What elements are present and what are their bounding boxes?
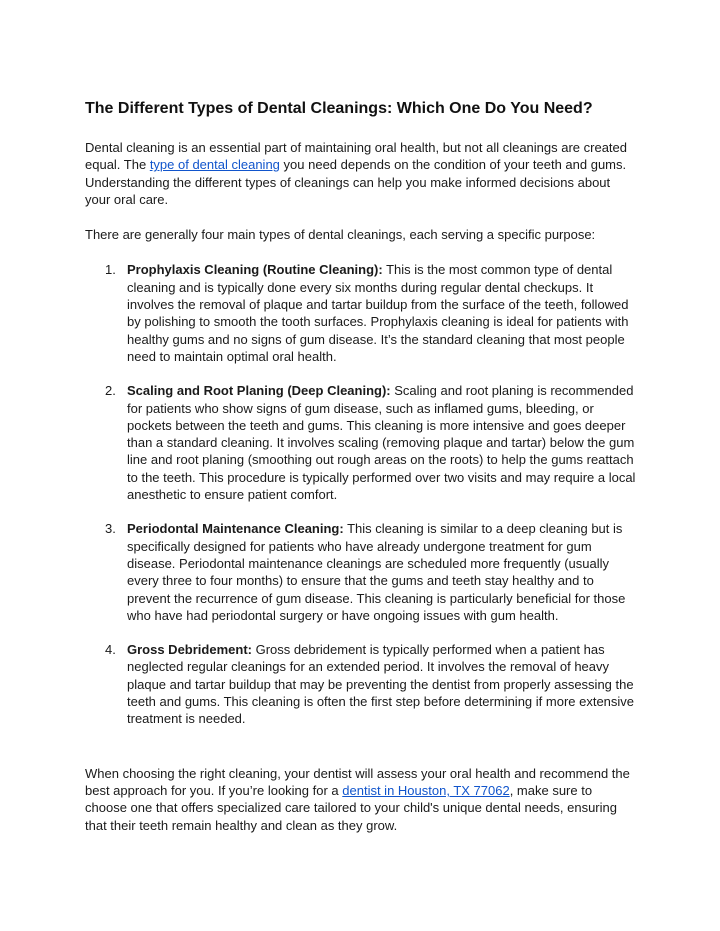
intro-paragraph — [85, 139, 637, 208]
list-item-text: Gross debridement is typically performed when a patient has neglected regular cleanings for an extended period. It involves the removal of heavy plaque and tartar buildup that may be preventing the dentist from properly assessing the teeth and gums. This cleaning is often the first step before determining if more extensive treatment is needed. — [127, 642, 635, 727]
houston-dentist-link[interactable]: dentist in Houston, TX 77062 — [342, 782, 510, 798]
list-item-heading: Periodontal Maintenance Cleaning: — [127, 521, 344, 537]
page-title: The Different Types of Dental Cleanings: Which One Do You Need? — [85, 100, 593, 117]
dental-cleaning-link[interactable]: type of dental cleaning — [149, 157, 280, 173]
list-item-heading: Scaling and Root Planing (Deep Cleaning): — [127, 383, 391, 399]
list-item-number: 1. — [105, 262, 116, 278]
list-item-heading: Prophylaxis Cleaning (Routine Cleaning): — [127, 262, 383, 278]
document-page — [85, 98, 637, 852]
list-item-text: This cleaning is similar to a deep cleaning but is specifically designed for patients who have already undergone treatment for gum disease. Periodontal maintenance cleanings are scheduled more frequently (usually every three to four months) to ensure that the gums and teeth stay healthy and to prevent the recurrence of gum disease. This cleaning is particularly beneficial for those who have had periodontal surgery or have ongoing issues with gum health. — [127, 521, 626, 623]
intro-text-after: you need depends on the condition of your teeth and gums. Understanding the different types of cleanings can help you make informed decisions about your oral care. — [85, 157, 627, 207]
list-item — [85, 261, 637, 365]
list-item-text: Scaling and root planing is recommended for patients who show signs of gum disease, such as inflamed gums, bleeding, or pockets between the teeth and gums. This cleaning is more intensive and goes deeper than a standard cleaning. It involves scaling (removing plaque and tartar) below the gum line and root planing (smoothing out rough areas on the roots) to help the gums reattach to the teeth. This procedure is typically performed over two visits and may require a local anesthetic to ensure patient comfort. — [127, 383, 636, 503]
intro-text-before: Dental cleaning is an essential part of maintaining oral health, but not all cleanings are created equal. The — [85, 140, 628, 173]
closing-text-before: When choosing the right cleaning, your dentist will assess your oral health and recommend the best approach for you. If you’re looking for a — [85, 765, 630, 798]
list-item-number: 4. — [105, 642, 116, 658]
list-item — [85, 520, 637, 624]
list-item-heading: Gross Debridement: — [127, 642, 252, 658]
list-item-text: This is the most common type of dental cleaning and is typically done every six months during regular dental checkups. It involves the removal of plaque and tartar buildup from the surface of the teeth, followed by polishing to smooth the tooth surfaces. Prophylaxis cleaning is ideal for patients with healthy gums and no signs of gum disease. It’s the standard cleaning that most people need to maintain optimal oral health. — [127, 262, 629, 364]
list-item — [85, 382, 637, 503]
list-item-number: 3. — [105, 521, 116, 537]
cleaning-types-list — [85, 261, 637, 727]
closing-text-after: , make sure to choose one that offers specialized care tailored to your child's unique dental needs, ensuring that their teeth remain healthy and clean as they grow. — [85, 782, 617, 833]
closing-paragraph — [85, 765, 637, 834]
list-item — [85, 641, 637, 727]
lead-paragraph: There are generally four main types of dental cleanings, each serving a specific purpose: — [85, 227, 596, 243]
list-item-number: 2. — [105, 383, 116, 399]
